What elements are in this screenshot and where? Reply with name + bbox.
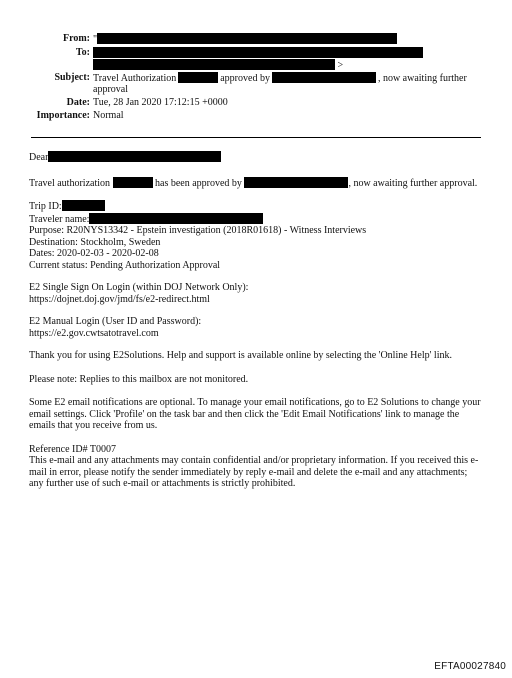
from-label: From: — [62, 33, 90, 44]
to-tail: > — [337, 60, 344, 71]
redaction-bar — [113, 177, 153, 188]
redaction-bar — [89, 213, 263, 224]
redaction-bar — [272, 72, 376, 83]
manual-login-block — [29, 316, 489, 339]
authorization-line — [29, 177, 489, 190]
redaction-bar — [244, 177, 348, 188]
manual-url: https://e2.gov.cwtsatotravel.com — [29, 327, 159, 339]
manual-title: E2 Manual Login (User ID and Password): — [29, 316, 202, 327]
date-label: Date: — [66, 97, 90, 108]
disclaimer-line: mail in error, please notify the sender immediately by reply e-mail and delete the e-mail and any attachments; — [29, 466, 468, 478]
disclaimer-line: any further use of such e-mail or attachments is strictly prohibited. — [29, 478, 296, 489]
notifications-block — [29, 397, 489, 432]
date-value: Tue, 28 Jan 2020 17:12:15 +0000 — [93, 97, 228, 108]
email-header — [0, 33, 512, 133]
auth-text: Travel authorization — [29, 177, 111, 189]
purpose-line: Purpose: R20NYS13342 - Epstein investigation (2018R01618) - Witness Interviews — [29, 225, 367, 236]
sso-url: https://dojnet.doj.gov/jmd/fs/e2-redirect.html — [29, 293, 210, 305]
to-label: To: — [75, 47, 90, 58]
subject-text: , now awaiting further — [377, 73, 467, 84]
trip-details — [29, 200, 489, 271]
redaction-bar — [93, 47, 423, 58]
from-quote: " — [93, 34, 98, 45]
redaction-bar — [178, 72, 218, 83]
destination-line: Destination: Stockholm, Sweden — [29, 236, 161, 248]
note-line: Please note: Replies to this mailbox are not monitored. — [29, 373, 249, 385]
notifications-line: email settings. Click 'Profile' on the task bar and then click the 'Edit Email Notifications' link to manage the — [29, 408, 460, 420]
status-line: Current status: Pending Authorization Approval — [29, 259, 221, 271]
trip-id-line — [29, 200, 489, 213]
traveler-label: Traveler name: — [29, 213, 90, 225]
importance-label: Importance: — [36, 110, 90, 121]
greeting — [29, 151, 489, 164]
disclaimer-line: This e-mail and any attachments may contain confidential and/or proprietary information. If you received this e- — [29, 455, 479, 466]
subject-text: Travel Authorization — [93, 73, 177, 84]
greeting-text: Dear — [29, 152, 49, 163]
redaction-bar — [97, 33, 397, 44]
subject-value — [93, 72, 467, 85]
from-value — [93, 33, 397, 46]
reference-id: Reference ID# T0007 — [29, 443, 117, 455]
email-body — [29, 151, 489, 490]
disclaimer-block — [29, 444, 489, 490]
to-value-cont — [93, 59, 343, 72]
subject-value-cont: approval — [93, 84, 128, 95]
importance-value: Normal — [93, 110, 124, 121]
header-divider — [31, 137, 481, 138]
subject-text: approved by — [220, 73, 270, 84]
redaction-bar — [48, 151, 221, 162]
dates-line: Dates: 2020-02-03 - 2020-02-08 — [29, 248, 159, 259]
notifications-line: emails that you receive from us. — [29, 420, 158, 431]
thanks-line: Thank you for using E2Solutions. Help and support is available online by selecting the 'Online Help' link. — [29, 350, 452, 361]
redaction-bar — [62, 200, 105, 211]
auth-text: has been approved by — [155, 177, 242, 189]
auth-text: , now awaiting further approval. — [348, 177, 478, 189]
traveler-line — [29, 213, 489, 226]
sso-block — [29, 282, 489, 305]
trip-id-label: Trip ID: — [29, 201, 62, 212]
redaction-bar — [93, 59, 335, 70]
sso-title: E2 Single Sign On Login (within DOJ Network Only): — [29, 282, 249, 293]
document-id: EFTA00027840 — [434, 661, 506, 672]
notifications-line: Some E2 email notifications are optional. To manage your email notifications, go to E2 Solutions to change your — [29, 397, 481, 408]
subject-label: Subject: — [54, 72, 90, 83]
